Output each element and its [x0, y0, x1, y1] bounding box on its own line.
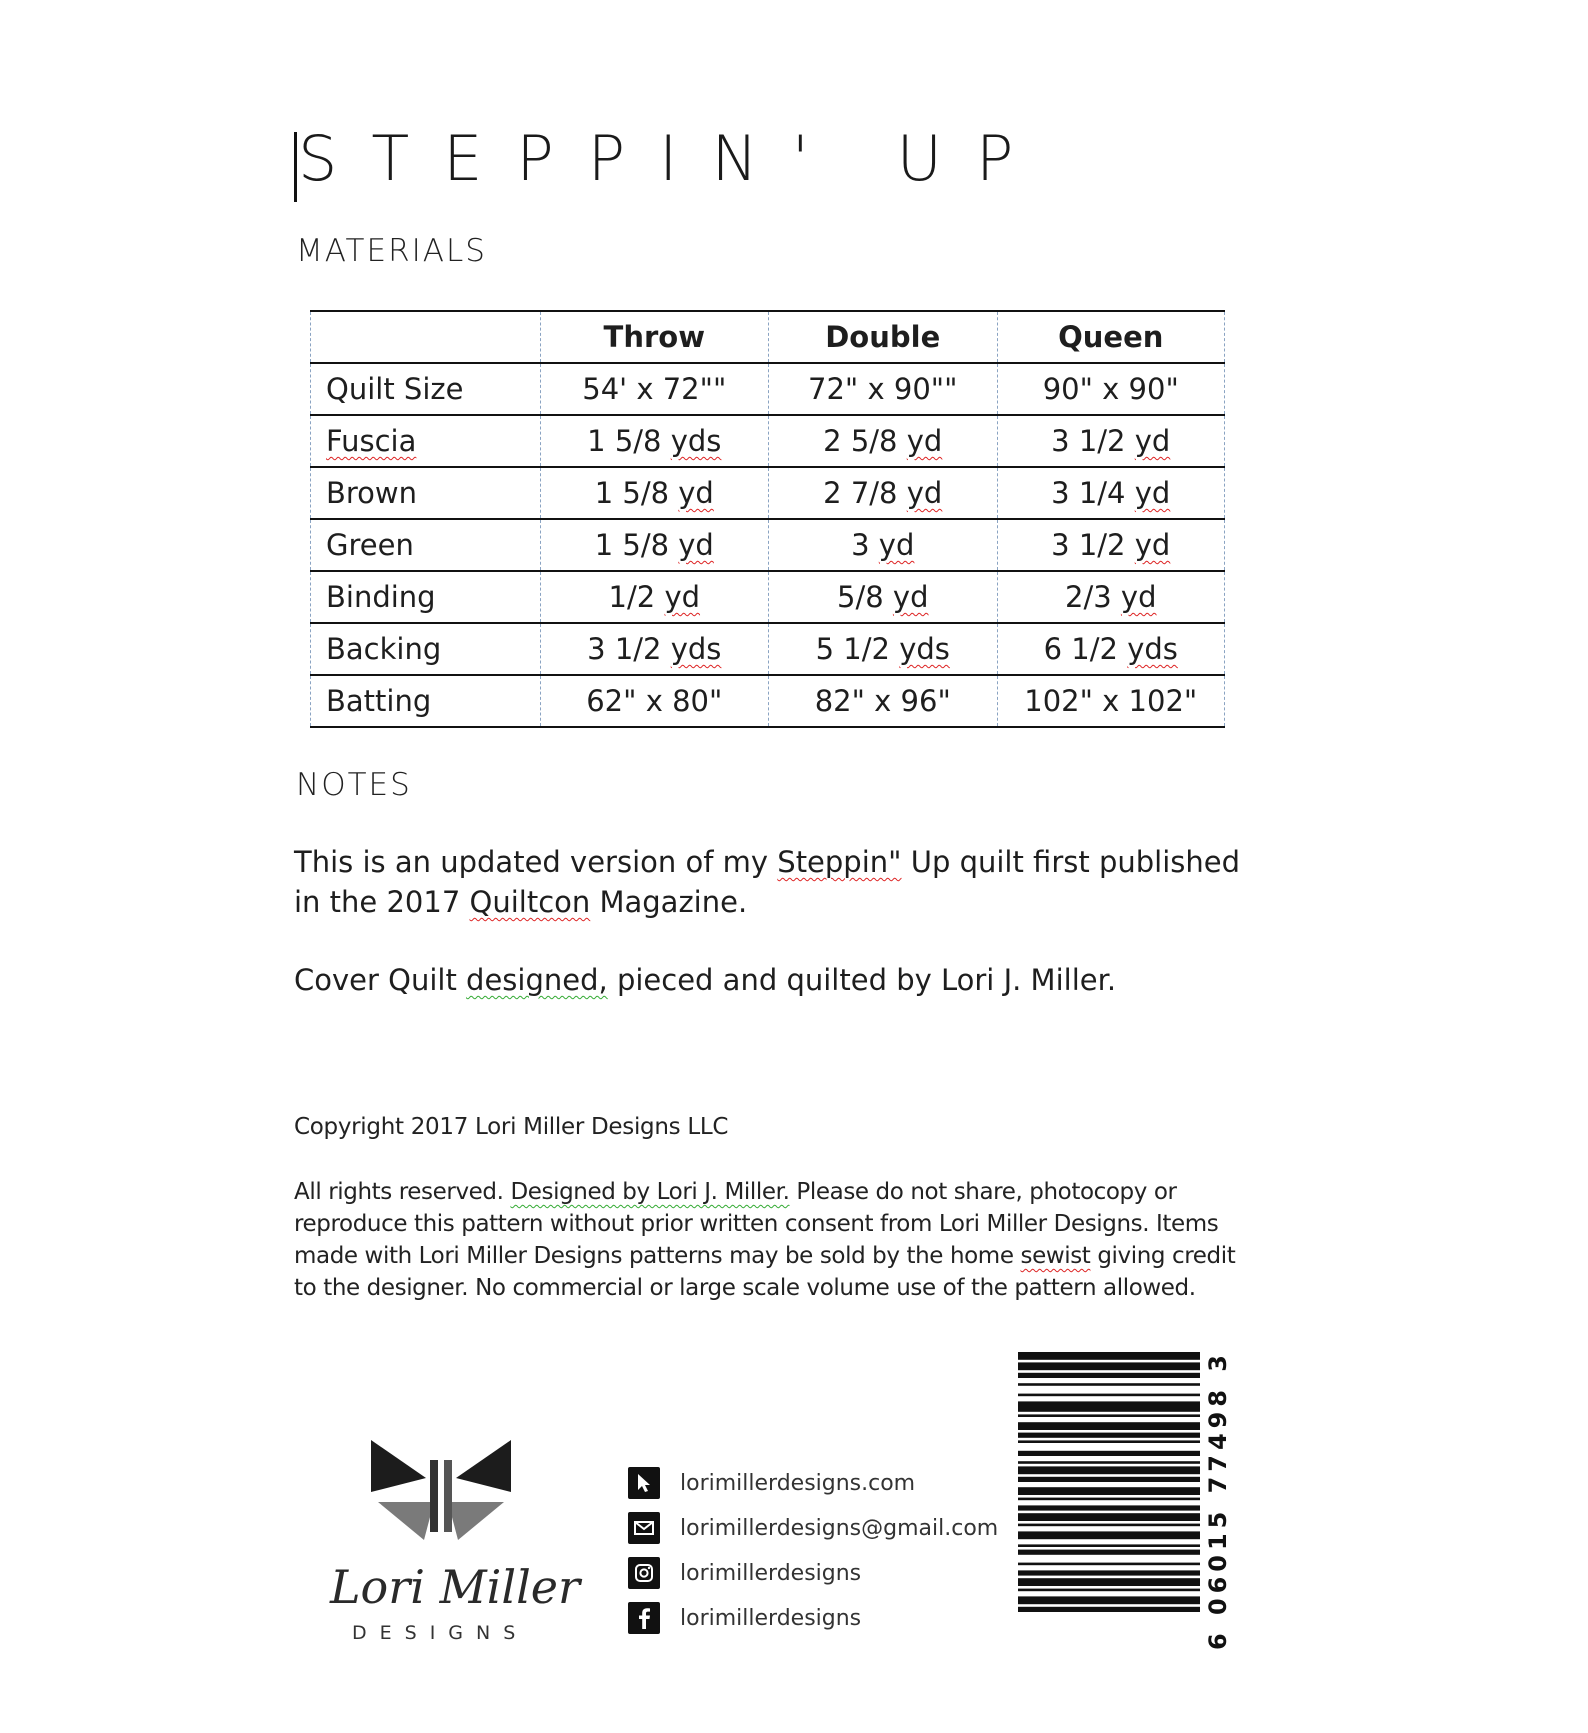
cell-double: 82" x 96" [769, 675, 998, 727]
cell-queen: 3 1/2 yd [997, 415, 1225, 467]
barcode-bar [1018, 1563, 1200, 1566]
notes-heading: NOTES [296, 767, 412, 803]
barcode-bar [1018, 1589, 1200, 1592]
cell-double: 2 7/8 yd [769, 467, 998, 519]
cell-throw: 1 5/8 yd [540, 467, 768, 519]
cell-double: 2 5/8 yd [769, 415, 998, 467]
facebook-icon [628, 1602, 660, 1634]
contact-label: lorimillerdesigns [680, 1560, 862, 1586]
text-cursor [294, 132, 297, 202]
row-label: Fuscia [311, 415, 541, 467]
instagram-icon [628, 1557, 660, 1589]
barcode-bar [1018, 1477, 1200, 1482]
barcode-bar [1018, 1505, 1200, 1510]
row-label: Batting [311, 675, 541, 727]
cell-queen: 2/3 yd [997, 571, 1225, 623]
barcode-bar [1018, 1401, 1200, 1411]
cell-queen: 90" x 90" [997, 363, 1225, 415]
barcode-bar [1018, 1451, 1200, 1456]
barcode-bar [1018, 1461, 1200, 1464]
materials-table [310, 310, 1225, 728]
notes-credit: Cover Quilt designed, pieced and quilted by Lori J. Miller. [294, 963, 1117, 997]
table-header-row [311, 311, 1225, 363]
column-header-throw: Throw [540, 311, 768, 363]
barcode-bar [1018, 1596, 1200, 1604]
cell-double: 3 yd [769, 519, 998, 571]
copyright-line: Copyright 2017 Lori Miller Designs LLC [294, 1114, 729, 1140]
barcode-bar [1018, 1578, 1200, 1586]
mail-icon [628, 1512, 660, 1544]
materials-heading: MATERIALS [296, 233, 487, 269]
contact-instagram[interactable] [628, 1556, 861, 1590]
page-title: STEPPIN' UP [298, 122, 1048, 195]
barcode-bar [1018, 1524, 1200, 1527]
column-header-queen: Queen [997, 311, 1225, 363]
barcode-bar [1018, 1570, 1200, 1575]
contact-website[interactable] [628, 1466, 915, 1500]
column-header [311, 311, 541, 363]
barcode-bar [1018, 1544, 1200, 1547]
contact-label: lorimillerdesigns@gmail.com [680, 1515, 999, 1541]
barcode-bar [1018, 1513, 1200, 1521]
table-row [311, 571, 1225, 623]
row-label: Binding [311, 571, 541, 623]
cell-queen: 6 1/2 yds [997, 623, 1225, 675]
contact-label: lorimillerdesigns [680, 1605, 862, 1631]
row-label: Brown [311, 467, 541, 519]
contact-email[interactable] [628, 1511, 998, 1545]
barcode-bar [1018, 1433, 1200, 1438]
barcode-bar [1018, 1498, 1200, 1501]
contact-label: lorimillerdesigns.com [680, 1470, 916, 1496]
column-header-double: Double [769, 311, 998, 363]
cell-double: 5/8 yd [769, 571, 998, 623]
row-label: Quilt Size [311, 363, 541, 415]
barcode-digits: 6 06015 77498 3 [1204, 1355, 1232, 1650]
barcode-bar [1018, 1466, 1200, 1474]
barcode-bar [1018, 1607, 1200, 1612]
cell-queen: 3 1/4 yd [997, 467, 1225, 519]
cell-throw: 3 1/2 yds [540, 623, 768, 675]
barcode-bar [1018, 1440, 1200, 1443]
table-row [311, 415, 1225, 467]
barcode-bar [1018, 1394, 1200, 1397]
table-row [311, 363, 1225, 415]
cell-throw: 54' x 72"" [540, 363, 768, 415]
row-label: Backing [311, 623, 541, 675]
barcode-bar [1018, 1362, 1200, 1370]
barcode-bar [1018, 1531, 1200, 1539]
barcode-bar [1018, 1373, 1200, 1378]
cell-double: 72" x 90"" [769, 363, 998, 415]
cursor-icon [628, 1467, 660, 1499]
cell-throw: 1/2 yd [540, 571, 768, 623]
table-row [311, 467, 1225, 519]
barcode-bar [1018, 1550, 1200, 1555]
barcode-bar [1018, 1487, 1200, 1495]
logo-designs-text: DESIGNS [352, 1622, 529, 1644]
table-row [311, 623, 1225, 675]
table-row [311, 675, 1225, 727]
barcode-bar [1018, 1383, 1200, 1386]
cell-queen: 102" x 102" [997, 675, 1225, 727]
cell-double: 5 1/2 yds [769, 623, 998, 675]
cell-queen: 3 1/2 yd [997, 519, 1225, 571]
barcode-bar [1018, 1422, 1200, 1430]
row-label: Green [311, 519, 541, 571]
cell-throw: 1 5/8 yds [540, 415, 768, 467]
barcode-bar [1018, 1352, 1200, 1360]
barcode [1018, 1350, 1238, 1650]
table-row [311, 519, 1225, 571]
contact-facebook[interactable] [628, 1601, 861, 1635]
barcode-bar [1018, 1414, 1200, 1417]
cell-throw: 1 5/8 yd [540, 519, 768, 571]
logo-script-text: Lori Miller [330, 1560, 581, 1614]
cell-throw: 62" x 80" [540, 675, 768, 727]
rights-paragraph: All rights reserved. Designed by Lori J. Miller. Please do not share, photocopy or reproduce this pattern without prior written consent from Lori Miller Designs. Items made with Lori Miller Designs patterns may be sold by the home sewist giving credit to the designer. No commercial or large scale volume use of the pattern allowed. [294, 1179, 1236, 1301]
notes-paragraph: This is an updated version of my Steppin" Up quilt first published in the 2017 Quiltcon Magazine. [294, 845, 1240, 919]
